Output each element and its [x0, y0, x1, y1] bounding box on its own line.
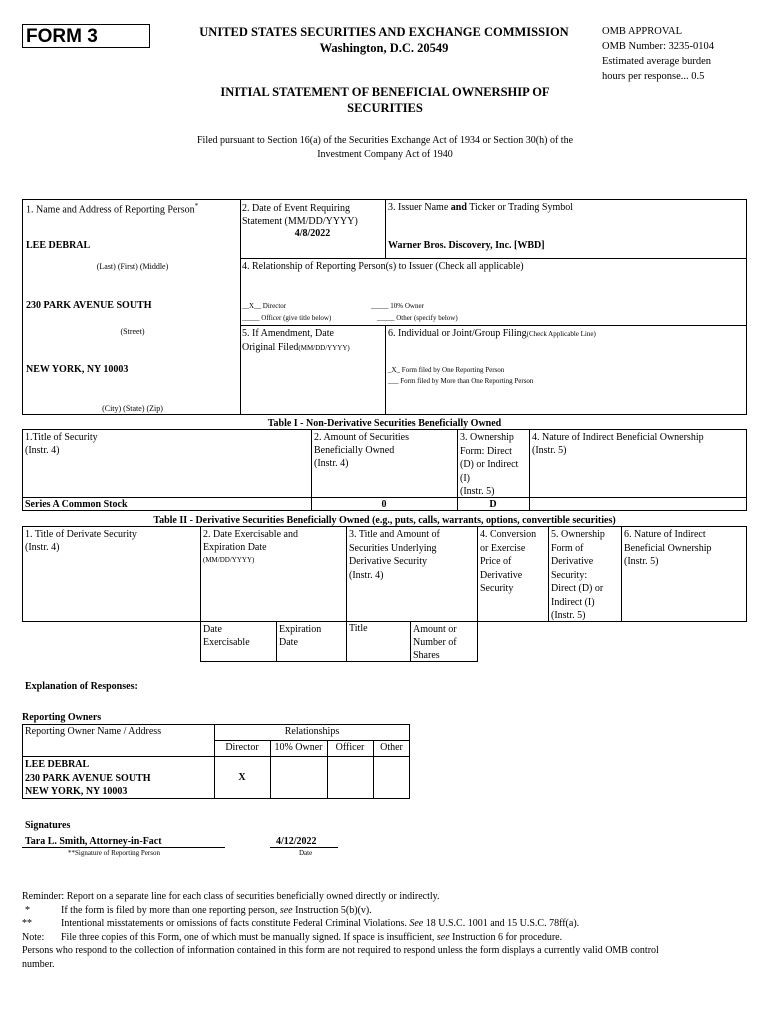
persons-note: Persons who respond to the collection of information contained in this form are not required to respond unless the form displays a currently valid OMB control number. — [22, 945, 659, 970]
table1-title: Table I - Non-Derivative Securities Beneficially Owned — [267, 418, 502, 429]
table1-col-nature: 4. Nature of Indirect Beneficial Ownership (Instr. 5) — [532, 432, 704, 456]
table1-row-title: Series A Common Stock — [25, 499, 128, 510]
reporting-owners-heading: Reporting Owners — [22, 712, 102, 723]
filing-label: 6. Individual or Joint/Group Filing(Check Applicable Line) — [388, 328, 596, 339]
director-mark: X — [238, 772, 246, 783]
event-date-value: 4/8/2022 — [294, 228, 331, 239]
table2-col-conversion: 4. Conversion or Exercise Price of Derivative Security — [480, 529, 537, 594]
relationship-10pct-owner: _____ 10% Owner — [371, 302, 424, 310]
filed-pursuant: Filed pursuant to Section 16(a) of the Securities Exchange Act of 1934 or Section 30(h) of the Investment Company Act of 1940 — [196, 135, 574, 160]
relationship-label: 4. Relationship of Reporting Person(s) to Issuer (Check all applicable) — [242, 261, 524, 272]
table1-row-form: D — [489, 499, 497, 510]
table2-col-nature: 6. Nature of Indirect Beneficial Ownership (Instr. 5) — [624, 529, 712, 567]
city-caption: (City) (State) (Zip) — [102, 404, 163, 413]
signature-caption: **Signature of Reporting Person — [68, 849, 160, 857]
signature-date-caption: Date — [299, 849, 313, 857]
reporting-person-label: 1. Name and Address of Reporting Person* — [26, 202, 199, 216]
table1-row-amount: 0 — [381, 499, 387, 510]
reminder-note: Reminder: Report on a separate line for each class of securities beneficially owned directly or indirectly. — [22, 891, 440, 902]
relationships-header: Relationships — [284, 726, 340, 737]
col-other: Other — [380, 742, 403, 753]
table2-sub-date-exercisable: Date Exercisable — [203, 624, 250, 648]
table2-col-title: 1. Title of Derivate Security (Instr. 4) — [25, 529, 137, 553]
event-date-label: 2. Date of Event Requiring Statement (MM/DD/YYYY) — [242, 203, 358, 227]
col-director: Director — [225, 742, 259, 753]
footnotes — [22, 890, 752, 971]
agency-name: UNITED STATES SECURITIES AND EXCHANGE COMMISSION — [199, 25, 569, 39]
street-caption: (Street) — [120, 327, 145, 336]
table2-sub-expiration: Expiration Date — [279, 624, 322, 648]
reporting-person-street: 230 PARK AVENUE SOUTH — [26, 300, 152, 311]
agency-location: Washington, D.C. 20549 — [319, 41, 449, 55]
reporting-person-city: NEW YORK, NY 10003 — [26, 364, 129, 375]
relationship-other: _____ Other (specify below) — [377, 314, 458, 322]
table1-col-title: 1.Title of Security (Instr. 4) — [25, 432, 98, 456]
signature-name: Tara L. Smith, Attorney-in-Fact — [25, 836, 162, 847]
form-label: FORM 3 — [26, 26, 98, 47]
table2-sub-amount: Amount or Number of Shares — [413, 624, 457, 661]
form-title: INITIAL STATEMENT OF BENEFICIAL OWNERSHIP OF SECURITIES — [220, 85, 550, 115]
filing-more-persons: ___ Form filed by More than One Reporting Person — [388, 377, 534, 385]
omb-approval: OMB APPROVAL OMB Number: 3235-0104 Estimated average burden hours per response... 0.5 — [602, 26, 714, 82]
reporting-person-name: LEE DEBRAL — [26, 240, 91, 251]
table1-col-amount: 2. Amount of Securities Beneficially Owned (Instr. 4) — [314, 432, 409, 469]
owner-address: LEE DEBRAL 230 PARK AVENUE SOUTH NEW YORK, NY 10003 — [25, 759, 151, 797]
footnote-star: * If the form is filed by more than one reporting person, see Instruction 5(b)(v). — [25, 904, 372, 916]
signatures-heading: Signatures — [25, 820, 71, 831]
relationship-officer: _____ Officer (give title below) — [242, 314, 332, 322]
col-officer: Officer — [335, 742, 365, 753]
footnote-note: Note: File three copies of this Form, one of which must be manually signed. If space is insufficient, see Instruction 6 for procedure. — [22, 931, 563, 943]
owner-name-col: Reporting Owner Name / Address — [25, 726, 162, 737]
filing-one-person: _X_ Form filed by One Reporting Person — [388, 366, 505, 374]
issuer-value: Warner Bros. Discovery, Inc. [WBD] — [388, 240, 545, 251]
col-10pct-owner: 10% Owner — [274, 742, 323, 753]
footnote-double-star: ** Intentional misstatements or omissions of facts constitute Federal Criminal Violations. See 18 U.S.C. 1001 and 15 U.S.C. 78ff(a). — [22, 918, 580, 929]
explanation-label: Explanation of Responses: — [25, 681, 138, 692]
table2-title: Table II - Derivative Securities Beneficially Owned (e.g., puts, calls, warrants, options, convertible securities) — [153, 515, 616, 526]
table2-col-dates: 2. Date Exercisable and Expiration Date (MM/DD/YYYY) — [203, 529, 298, 564]
relationship-director: __X__ Director — [242, 302, 287, 310]
issuer-label: 3. Issuer Name and Ticker or Trading Symbol — [388, 202, 574, 213]
amendment-label: 5. If Amendment, Date Original Filed(MM/DD/YYYY) — [242, 328, 350, 353]
table1-col-ownership: 3. Ownership Form: Direct (D) or Indirect (I) (Instr. 5) — [460, 432, 519, 497]
name-caption: (Last) (First) (Middle) — [96, 262, 169, 271]
table2-col-ownership: 5. Ownership Form of Derivative Security: Direct (D) or Indirect (I) (Instr. 5) — [551, 529, 605, 621]
table2-sub-title: Title — [349, 623, 368, 634]
table2-col-underlying: 3. Title and Amount of Securities Underlying Derivative Security (Instr. 4) — [349, 529, 440, 581]
signature-date: 4/12/2022 — [276, 836, 317, 847]
